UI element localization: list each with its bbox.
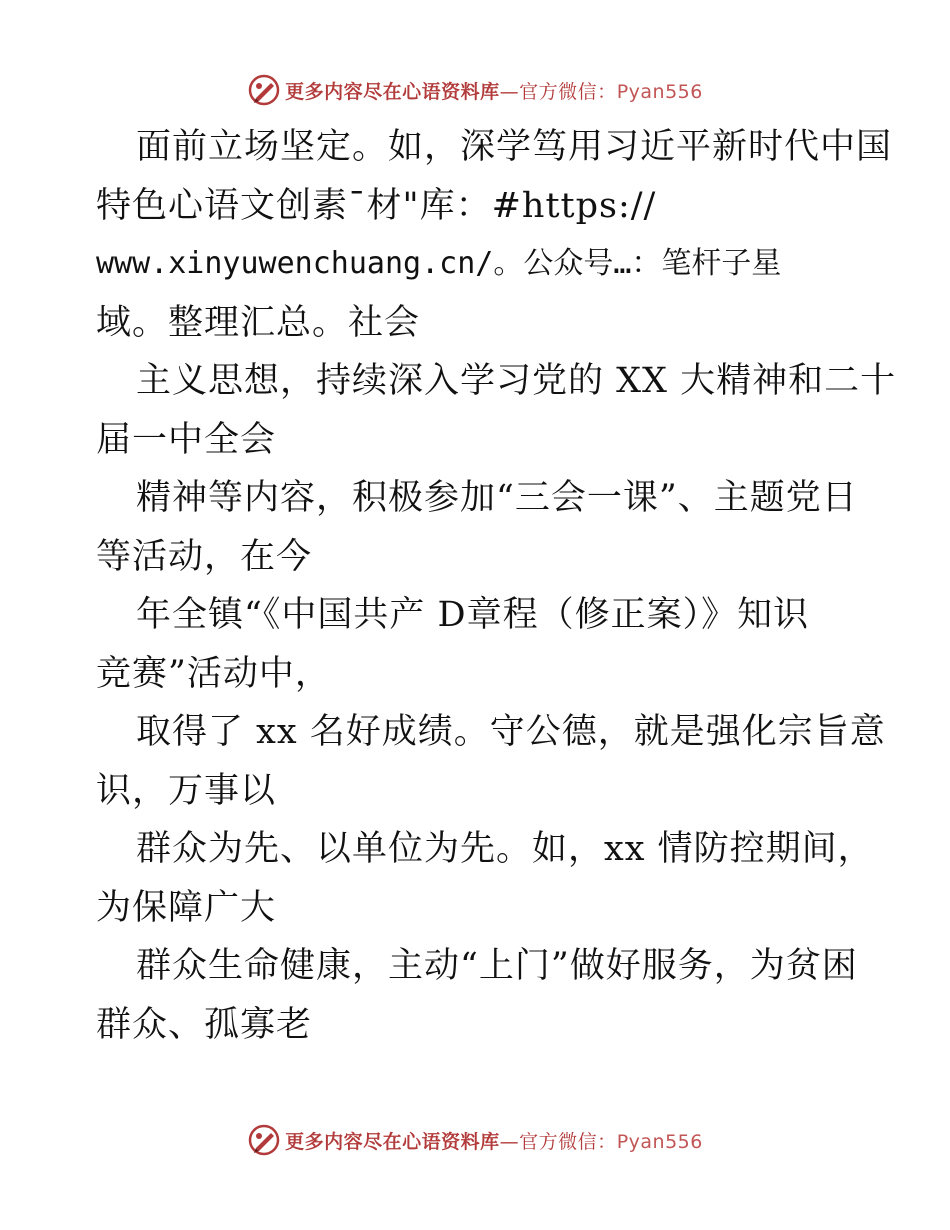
text-line: 群众为先、以单位为先。如，xx 情防控期间， (136, 829, 874, 869)
text-line: 域。整理汇总。社会 (96, 302, 421, 343)
text-line: 群众、孤寡老 (96, 1004, 313, 1045)
banner-text (285, 77, 703, 104)
body-text (96, 118, 897, 1054)
text-line: 等活动，在今 (96, 536, 313, 577)
banner-official-label: 官方微信： (519, 80, 617, 103)
pen-logo-icon (247, 73, 281, 107)
banner-official-label: 官方微信： (519, 1130, 617, 1153)
banner-wechat-id: Pyan556 (616, 1130, 703, 1153)
text-line: www.xinyuwenchuang.cn/。公众号…：笔杆子星 (96, 246, 782, 281)
footer-banner (0, 1118, 950, 1162)
banner-main-text: 更多内容尽在心语资料库 (285, 80, 500, 103)
text-line: 取得了 xx 名好成绩。守公德，就是强化宗旨意 (136, 712, 886, 752)
text-line: 群众生命健康，主动“上门”做好服务，为贫困 (136, 946, 858, 986)
text-line: 特色心语文创素¯材"库：#https:// (96, 185, 657, 226)
banner-text (285, 1127, 703, 1154)
text-line: 年全镇“《中国共产 D章程（修正案）》知识 (136, 595, 810, 635)
text-line: 识，万事以 (96, 770, 277, 811)
text-line: 面前立场坚定。如，深学笃用习近平新时代中国 (136, 127, 893, 167)
text-line: 精神等内容，积极参加“三会一课”、主题党日 (136, 478, 858, 518)
text-line: 竞赛”活动中， (96, 653, 331, 694)
banner-main-text: 更多内容尽在心语资料库 (285, 1130, 500, 1153)
banner-wechat-id: Pyan556 (616, 80, 703, 103)
text-line: 届一中全会 (96, 419, 277, 460)
banner-dash: — (499, 80, 520, 103)
text-line: 主义思想，持续深入学习党的 XX 大精神和二十 (136, 361, 897, 401)
pen-logo-icon (247, 1123, 281, 1157)
text-line: 为保障广大 (96, 887, 277, 928)
header-banner (0, 68, 950, 112)
banner-dash: — (499, 1130, 520, 1153)
